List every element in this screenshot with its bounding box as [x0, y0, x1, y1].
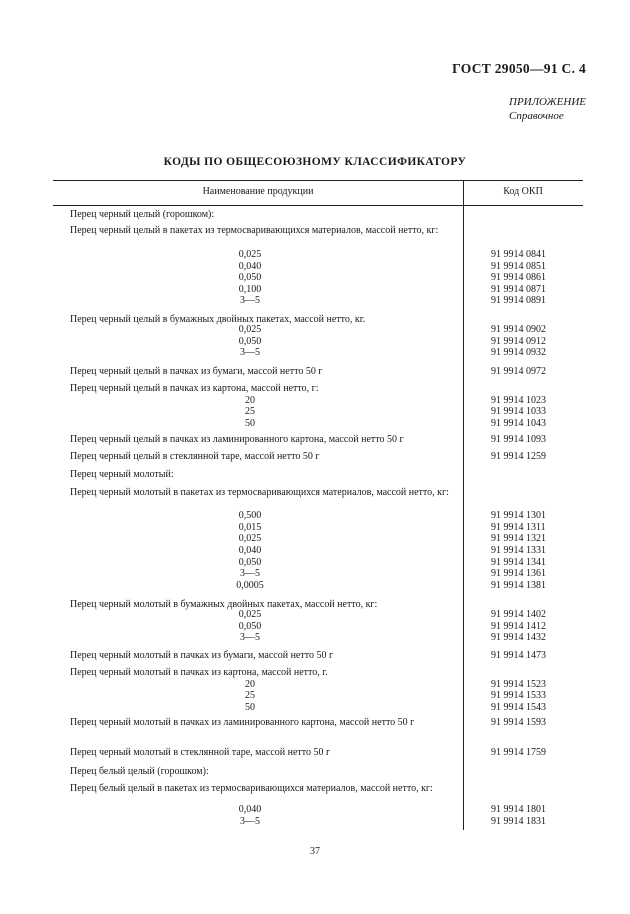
- row-okp-code: 91 9914 1043: [491, 418, 546, 429]
- row-okp-code: 91 9914 1341: [491, 557, 546, 568]
- row-quantity: 0,015: [238, 522, 262, 533]
- row-quantity: 20: [245, 679, 255, 690]
- row-okp-code: 91 9914 1801: [491, 804, 546, 815]
- row-quantity: 0,050: [238, 557, 262, 568]
- appendix-label: [509, 95, 589, 123]
- row-okp-code: 91 9914 1331: [491, 545, 546, 556]
- row-quantity: 0,025: [238, 324, 262, 335]
- row-quantity: 0,025: [238, 249, 262, 260]
- table-header-rule: [53, 205, 583, 206]
- row-product-name: Перец белый целый в пакетах из термосваривающихся материалов, массой нетто, кг:: [70, 783, 433, 794]
- row-quantity: 50: [245, 418, 255, 429]
- row-quantity: 3—5: [240, 347, 260, 358]
- row-okp-code: 91 9914 1023: [491, 395, 546, 406]
- row-product-name: Перец черный целый в бумажных двойных пакетах, массой нетто, кг.: [70, 314, 366, 325]
- row-okp-code: 91 9914 1759: [491, 747, 546, 758]
- row-okp-code: 91 9914 0891: [491, 295, 546, 306]
- row-okp-code: 91 9914 1381: [491, 580, 546, 591]
- row-okp-code: 91 9914 0851: [491, 261, 546, 272]
- row-product-name: Перец черный целый (горошком):: [70, 209, 215, 220]
- row-okp-code: 91 9914 1033: [491, 406, 546, 417]
- row-okp-code: 91 9914 1301: [491, 510, 546, 521]
- row-product-name: Перец черный молотый в пачках из ламинированного картона, массой нетто 50 г: [70, 717, 415, 728]
- row-quantity: 3—5: [240, 632, 260, 643]
- row-quantity: 0,040: [238, 545, 262, 556]
- row-product-name: Перец белый целый (горошком):: [70, 766, 209, 777]
- row-okp-code: 91 9914 0972: [491, 366, 546, 377]
- row-okp-code: 91 9914 0871: [491, 284, 546, 295]
- row-okp-code: 91 9914 0861: [491, 272, 546, 283]
- row-quantity: 25: [245, 406, 255, 417]
- row-okp-code: 91 9914 1093: [491, 434, 546, 445]
- row-okp-code: 91 9914 1361: [491, 568, 546, 579]
- row-okp-code: 91 9914 1321: [491, 533, 546, 544]
- row-okp-code: 91 9914 1473: [491, 650, 546, 661]
- row-okp-code: 91 9914 0902: [491, 324, 546, 335]
- row-quantity: 25: [245, 690, 255, 701]
- row-product-name: Перец черный молотый в пачках из бумаги, массой нетто 50 г: [70, 650, 334, 661]
- appendix-title: ПРИЛОЖЕНИЕ: [509, 96, 586, 108]
- column-divider: [463, 180, 464, 830]
- row-quantity: 3—5: [240, 816, 260, 827]
- document-header: [452, 60, 586, 78]
- column-header-name: Наименование продукции: [202, 186, 314, 197]
- row-product-name: Перец черный молотый в стеклянной таре, массой нетто 50 г: [70, 747, 331, 758]
- row-okp-code: 91 9914 0912: [491, 336, 546, 347]
- row-okp-code: 91 9914 1412: [491, 621, 546, 632]
- row-okp-code: 91 9914 1523: [491, 679, 546, 690]
- row-quantity: 0,025: [238, 533, 262, 544]
- row-quantity: 0,050: [238, 272, 262, 283]
- row-product-name: Перец черный молотый:: [70, 469, 174, 480]
- row-quantity: 3—5: [240, 295, 260, 306]
- row-okp-code: 91 9914 1543: [491, 702, 546, 713]
- row-okp-code: 91 9914 1402: [491, 609, 546, 620]
- row-okp-code: 91 9914 0841: [491, 249, 546, 260]
- row-product-name: Перец черный целый в пакетах из термосваривающихся материалов, массой нетто, кг:: [70, 225, 439, 236]
- row-product-name: Перец черный целый в пачках из картона, массой нетто, г:: [70, 383, 319, 394]
- row-okp-code: 91 9914 1432: [491, 632, 546, 643]
- table-title: КОДЫ ПО ОБЩЕСОЮЗНОМУ КЛАССИФИКАТОРУ: [163, 156, 467, 168]
- table-top-rule: [53, 180, 583, 181]
- standard-designation: ГОСТ 29050—91 С. 4: [452, 61, 586, 76]
- row-quantity: 0,040: [238, 261, 262, 272]
- row-quantity: 20: [245, 395, 255, 406]
- row-quantity: 0,050: [238, 336, 262, 347]
- row-quantity: 3—5: [240, 568, 260, 579]
- row-quantity: 0,500: [238, 510, 262, 521]
- row-product-name: Перец черный целый в пачках из ламинированного картона, массой нетто 50 г: [70, 434, 404, 445]
- row-okp-code: 91 9914 1533: [491, 690, 546, 701]
- row-okp-code: 91 9914 1593: [491, 717, 546, 728]
- row-quantity: 0,100: [238, 284, 262, 295]
- row-quantity: 0,025: [238, 609, 262, 620]
- row-product-name: Перец черный молотый в бумажных двойных пакетах, массой нетто, кг:: [70, 599, 378, 610]
- row-okp-code: 91 9914 1311: [491, 522, 546, 533]
- row-quantity: 50: [245, 702, 255, 713]
- row-okp-code: 91 9914 1831: [491, 816, 546, 827]
- column-header-code: Код ОКП: [503, 186, 543, 197]
- appendix-type: Справочное: [509, 110, 564, 122]
- page-number: 37: [310, 846, 320, 857]
- row-product-name: Перец черный целый в пачках из бумаги, массой нетто 50 г: [70, 366, 323, 377]
- row-product-name: Перец черный молотый в пачках из картона, массой нетто, г.: [70, 667, 328, 678]
- row-quantity: 0,040: [238, 804, 262, 815]
- row-quantity: 0,050: [238, 621, 262, 632]
- row-quantity: 0,0005: [236, 580, 264, 591]
- row-okp-code: 91 9914 0932: [491, 347, 546, 358]
- row-product-name: Перец черный молотый в пакетах из термосваривающихся материалов, массой нетто, кг:: [70, 487, 449, 498]
- row-okp-code: 91 9914 1259: [491, 451, 546, 462]
- row-product-name: Перец черный целый в стеклянной таре, массой нетто 50 г: [70, 451, 320, 462]
